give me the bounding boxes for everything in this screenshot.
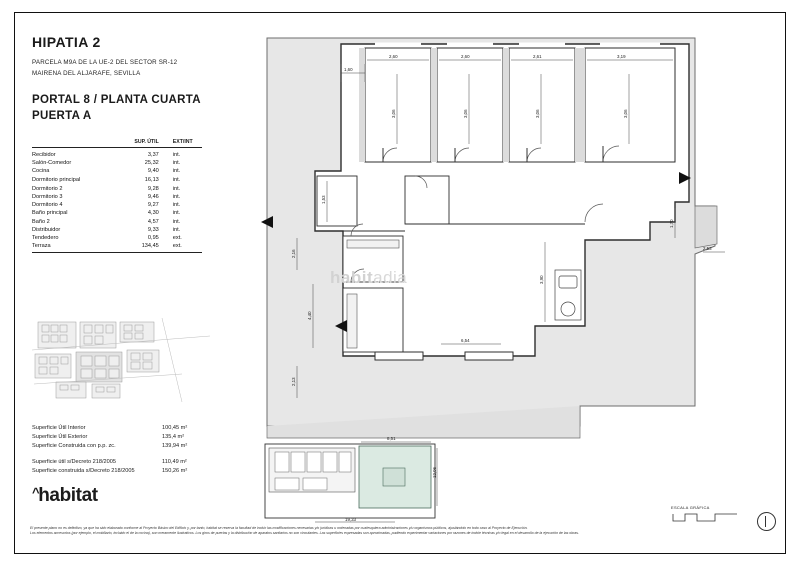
surface-row — [32, 442, 252, 451]
room-type: int. — [172, 160, 181, 167]
surface-label: Superficie construida s/Decreto 218/2005 — [32, 468, 135, 474]
room-type: int. — [172, 168, 181, 175]
room-area: 9,40 — [147, 168, 159, 175]
watermark-prefix: habit — [330, 268, 374, 287]
dim-label: 19,33 — [345, 517, 356, 522]
table-row — [32, 167, 202, 175]
dim-label: 4,40 — [307, 311, 312, 320]
room-name: Terraza — [32, 243, 51, 250]
surface-value: 139,94 m² — [162, 443, 188, 449]
room-area: 9,28 — [147, 185, 159, 192]
dim-label: 3,06 — [623, 109, 628, 118]
room-area: 3,37 — [147, 152, 159, 158]
dim-label: 12,06 — [432, 467, 437, 478]
dim-label: 2,53 — [703, 246, 712, 251]
dim-label: 6,54 — [461, 338, 470, 343]
table-row — [32, 209, 202, 217]
col-type: EXT/INT — [173, 139, 202, 148]
surface-value: 135,4 m² — [162, 434, 185, 440]
rooms-table — [32, 139, 202, 252]
room-type: int. — [172, 202, 181, 209]
room-type: int. — [172, 218, 181, 225]
room-type: int. — [172, 185, 181, 192]
surface-row — [32, 458, 252, 467]
dim-label: 2,13 — [291, 377, 296, 386]
scale-label: ESCALA GRÁFICA — [671, 505, 710, 510]
dim-label: 1,70 — [669, 219, 674, 228]
room-type: int. — [172, 210, 181, 217]
legal-line-1: El presente plano no es definitivo, ya que ha sido elaborado conforme al Proyecto Básico del Edificio y, por tanto, habitat se reserva la facultad de incluir las modificaciones necesarias y/o jurídicas u ordenadas por cualesquiera administraciones y/u organismos públicos, ajustándolo en todo caso al Proyecto de Ejecución. — [30, 526, 528, 530]
table-row — [32, 148, 202, 160]
room-area: 25,32 — [144, 160, 159, 167]
watermark-suffix: adia — [373, 268, 408, 287]
surface-value: 110,49 m² — [162, 459, 187, 465]
room-type: int. — [172, 176, 181, 183]
surface-row — [32, 433, 252, 442]
page-title: HIPATIA 2 — [32, 34, 101, 50]
watermark — [330, 268, 407, 288]
room-name: Recibidor — [32, 152, 56, 158]
room-area: 16,13 — [144, 176, 159, 183]
room-name: Distribuidor — [32, 226, 61, 233]
rooms-table-wrapper — [32, 125, 202, 253]
room-type: int. — [172, 226, 181, 233]
brand-name: habitat — [38, 485, 98, 506]
surfaces-summary — [32, 424, 252, 476]
dim-label: 2,60 — [389, 54, 398, 59]
room-name: Dormitorio 3 — [32, 193, 63, 200]
door-title: PUERTA A — [32, 110, 92, 122]
caret-icon: ^ — [32, 485, 40, 500]
info-column — [32, 34, 247, 258]
dim-label: 2,16 — [291, 249, 296, 258]
table-row — [32, 234, 202, 242]
dim-label: 2,61 — [533, 54, 542, 59]
room-type: int. — [172, 193, 181, 200]
portal-floor-title: PORTAL 8 / PLANTA CUARTA — [32, 94, 201, 106]
room-name: Baño 2 — [32, 218, 50, 225]
table-row — [32, 175, 202, 184]
dim-label: 3,90 — [539, 275, 544, 284]
table-row — [32, 185, 202, 193]
table-header-row — [32, 139, 202, 148]
room-area: 9,27 — [147, 202, 159, 209]
location-subtitle: MAIRENA DEL ALJARAFE, SEVILLA — [32, 70, 141, 77]
col-room — [32, 139, 113, 148]
room-area: 9,46 — [147, 193, 159, 200]
key-plan-diagram — [32, 318, 210, 402]
parcel-subtitle: PARCELA M9A DE LA UE-2 DEL SECTOR SR-12 — [32, 59, 178, 66]
room-name: Salón-Comedor — [32, 160, 72, 167]
table-row — [32, 201, 202, 209]
col-area: SUP. ÚTIL — [113, 139, 172, 148]
surface-label: Superficie Útil Interior — [32, 425, 86, 431]
surface-row — [32, 467, 252, 476]
surface-value: 150,26 m² — [162, 468, 188, 474]
dim-label: 1,53 — [321, 195, 326, 204]
surface-label: Superficie Útil Exterior — [32, 434, 88, 440]
legal-disclaimer — [30, 526, 770, 536]
surface-row — [32, 424, 252, 433]
room-name: Tendedero — [32, 234, 59, 241]
table-row — [32, 242, 202, 252]
room-name: Dormitorio 4 — [32, 202, 63, 209]
room-type: int. — [172, 152, 181, 158]
surface-label: Superficie Construida con p.p. zc. — [32, 443, 116, 449]
table-row — [32, 159, 202, 167]
dim-label: 3,06 — [391, 109, 396, 118]
room-name: Dormitorio 2 — [32, 185, 63, 192]
dim-label: 3,06 — [463, 109, 468, 118]
room-area: 9,33 — [147, 226, 159, 233]
dim-label: 8,51 — [387, 436, 396, 441]
surface-value: 100,45 m² — [162, 425, 188, 431]
table-row — [32, 193, 202, 201]
dim-label: 1,60 — [344, 67, 353, 72]
room-area: 134,45 — [141, 243, 159, 250]
room-area: 0,95 — [147, 234, 159, 241]
table-row — [32, 217, 202, 225]
room-name: Dormitorio principal — [32, 176, 81, 183]
room-type: ext. — [172, 243, 182, 250]
room-type: ext. — [172, 234, 182, 241]
dim-label: 3,19 — [617, 54, 626, 59]
room-area: 4,30 — [147, 210, 159, 217]
brand-logo — [32, 485, 98, 507]
room-name: Baño principal — [32, 210, 68, 217]
legal-line-2: Los elementos accesorios (por ejemplo, el mobiliario, incluido el de la cocina), son meramente ilustrativos. Los giros de puertas y la distribución de aparatos sanitarios no son vinculantes. Las superficies expresadas son aproximadas, pudiendo experimentar variaciones por razones de índole técnicas y/o legal en el desarrollo de la ejecución de las obras. — [30, 531, 580, 536]
dim-label: 2,60 — [461, 54, 470, 59]
surface-label: Superficie útil s/Decreto 218/2005 — [32, 459, 116, 465]
room-area: 4,57 — [147, 218, 159, 225]
dim-label: 3,06 — [535, 109, 540, 118]
room-name: Cocina — [32, 168, 50, 175]
table-row — [32, 226, 202, 234]
